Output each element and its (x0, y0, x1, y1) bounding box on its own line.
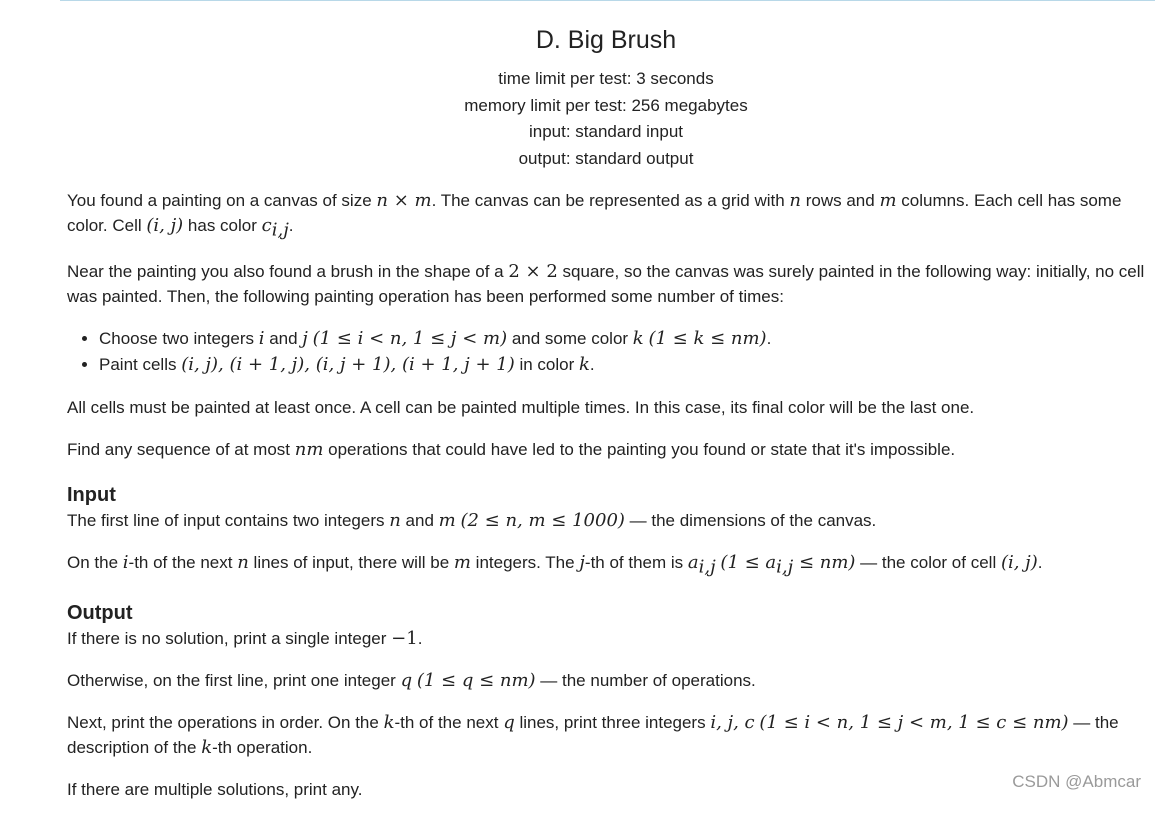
watermark: CSDN @Abmcar (1012, 772, 1141, 791)
statement-paragraph-4: Find any sequence of at most nm operations that could have led to the painting you found or state that it's impossible. (67, 439, 956, 461)
input-line-2: On the i-th of the next n lines of input, there will be m integers. The j-th of them is $a_{i,j}$ $(1 \le a_{i,j} \le nm)$ — the color of cell (i, j). (67, 552, 1043, 578)
list-item: • Choose two integers i and j (1 ≤ i < n, 1 ≤ j < m) and some color k (1 ≤ k ≤ nm). (99, 326, 1147, 352)
input-file: input: standard input (528, 122, 684, 141)
output-heading: Output (67, 601, 133, 624)
memory-limit: memory limit per test: 256 megabytes (464, 95, 748, 115)
statement-paragraph-1: You found a painting on a canvas of size n × m. The canvas can be represented as a grid with n rows and m columns. Each cell has some color. Cell (i, j) has color $c_{i,j}$. (67, 190, 1122, 241)
problem-statement (67, 188, 1147, 819)
statement-paragraph-2: Near the painting you also found a brush in the shape of a 2 × 2 square, so the canvas was surely painted in the following way: initially, no cell was painted. Then, the following painting operation has been performed some number of times: (67, 261, 1145, 307)
output-line-2: Otherwise, on the first line, print one integer q (1 ≤ q ≤ nm) — the number of operations. (67, 669, 756, 691)
output-file: output: standard output (518, 148, 694, 168)
output-line-3: Next, print the operations in order. On the k-th of the next q lines, print three integers i, j, c (1 ≤ i < n, 1 ≤ j < m, 1 ≤ c ≤ nm) — the description of the k-th operation. (67, 711, 1119, 758)
input-line-1: The first line of input contains two integers n and m (2 ≤ n, m ≤ 1000) — the dimensions of the canvas. (67, 510, 877, 532)
problem-header (0, 24, 1155, 172)
operation-list (67, 326, 1147, 378)
input-heading: Input (67, 484, 116, 507)
output-line-1: If there is no solution, print a single integer −1. (67, 627, 423, 649)
list-item: • Paint cells (i, j), (i + 1, j), (i, j + 1), (i + 1, j + 1) in color k. (99, 352, 1147, 378)
problem-title: D. Big Brush (535, 26, 677, 54)
output-line-4: If there are multiple solutions, print any. (67, 779, 363, 799)
time-limit: time limit per test: 3 seconds (498, 69, 714, 88)
top-rule (60, 0, 1155, 1)
statement-paragraph-3: All cells must be painted at least once. A cell can be painted multiple times. In this case, its final color will be the last one. (67, 398, 975, 418)
